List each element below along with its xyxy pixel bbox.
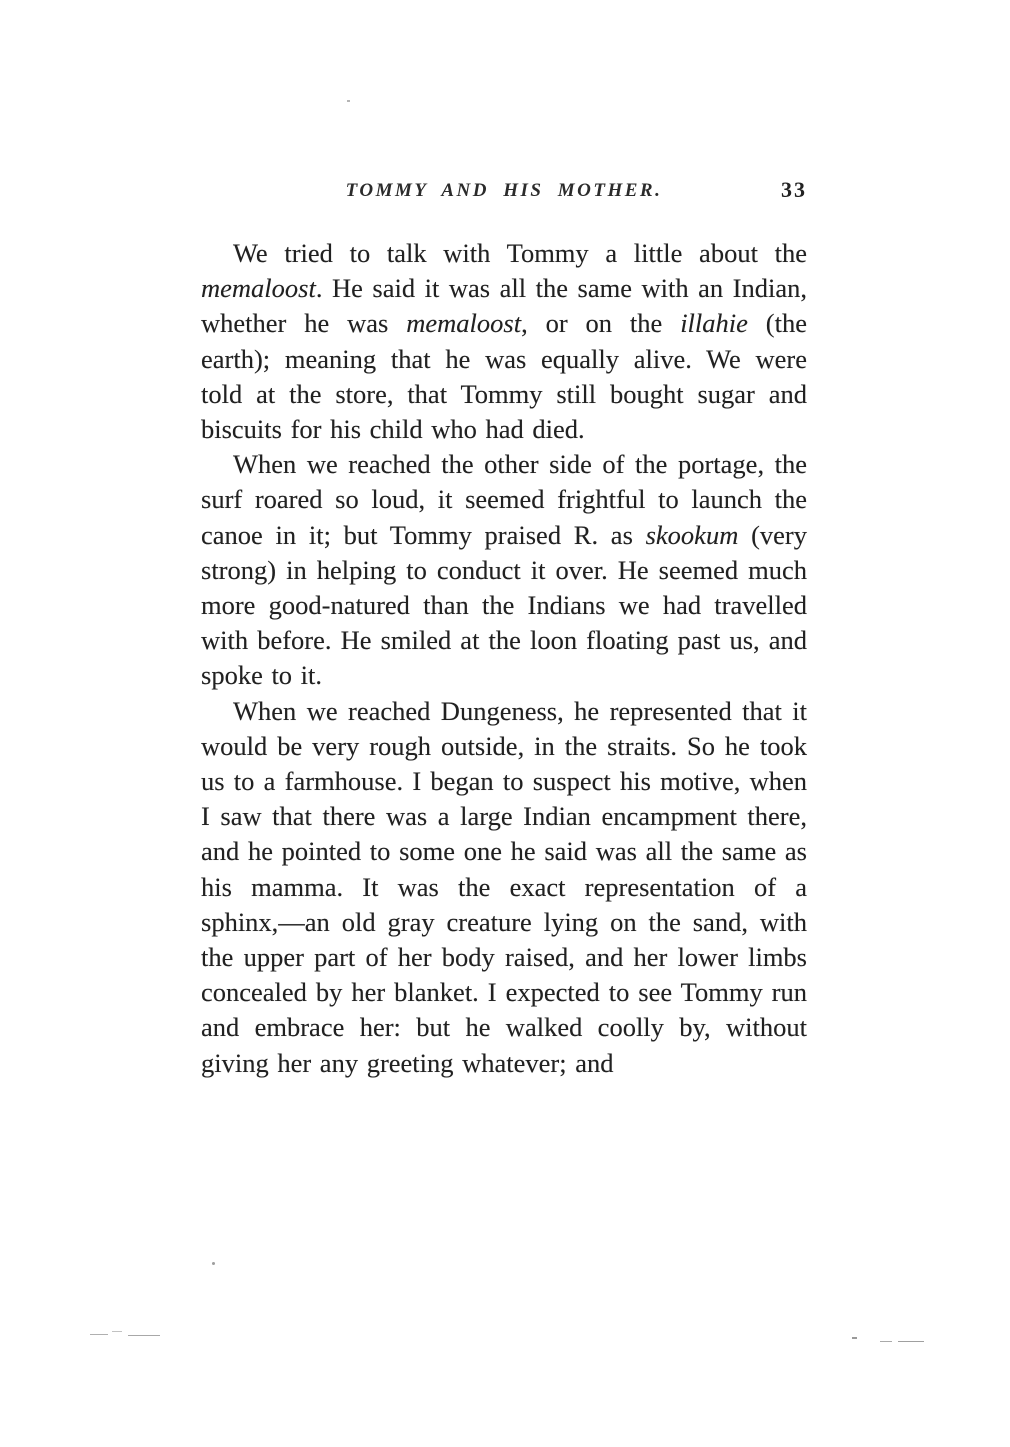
text-run: When we reached the other side of the portage, the surf roared so loud, it seemed frightful to launch the canoe in it; but Tommy praised R. as bbox=[201, 449, 807, 550]
italic-term: skookum bbox=[645, 519, 739, 550]
text-run: When we reached Dungeness, he represented that it would be very rough outside, in the straits. So he took us to a farmhouse. I began to suspect his motive, when I saw that there was a large Indian encampment there, and he pointed to some one he said was all the same as his mamma. It was the exact representation of a sphinx,—an old gray creature lying on the sand, with the upper part of her body raised, and her lower limbs concealed by her blanket. I expected to see Tommy run and embrace her: but he walked coolly by, without giving her any greeting whatever; and bbox=[201, 695, 807, 1078]
italic-term: memaloost bbox=[201, 273, 316, 304]
scan-artifact bbox=[898, 1341, 924, 1342]
scan-artifact bbox=[90, 1334, 108, 1335]
paragraph bbox=[201, 447, 807, 693]
italic-term: illahie bbox=[680, 308, 748, 339]
page-header bbox=[201, 177, 807, 212]
italic-term: memaloost bbox=[406, 308, 522, 339]
paragraph bbox=[201, 694, 807, 1081]
scan-artifact bbox=[212, 1262, 215, 1265]
page-number: 33 bbox=[781, 177, 807, 202]
scan-artifact bbox=[128, 1335, 160, 1336]
text-run: We tried to talk with Tommy a little about the bbox=[233, 238, 807, 268]
text-run: (very strong) in helping to conduct it over. He seemed much more good-natured than the Indians we had travelled with before. He smiled at the loon floating past us, and spoke to it. bbox=[201, 519, 807, 691]
scan-artifact bbox=[852, 1337, 857, 1339]
scan-artifact bbox=[347, 100, 350, 102]
scan-artifact bbox=[112, 1331, 122, 1332]
text-run: , or on the bbox=[521, 308, 681, 339]
paragraph bbox=[201, 236, 807, 447]
text-run: . He said it was all the same with an Indian, whether he was bbox=[201, 273, 807, 339]
scan-artifact bbox=[880, 1341, 892, 1342]
text-run: (the earth); meaning that he was equally alive. We were told at the store, that Tommy still bought sugar and biscuits for his child who had died. bbox=[201, 308, 807, 445]
running-title: TOMMY AND HIS MOTHER. bbox=[345, 180, 663, 201]
page-body bbox=[201, 236, 807, 1081]
